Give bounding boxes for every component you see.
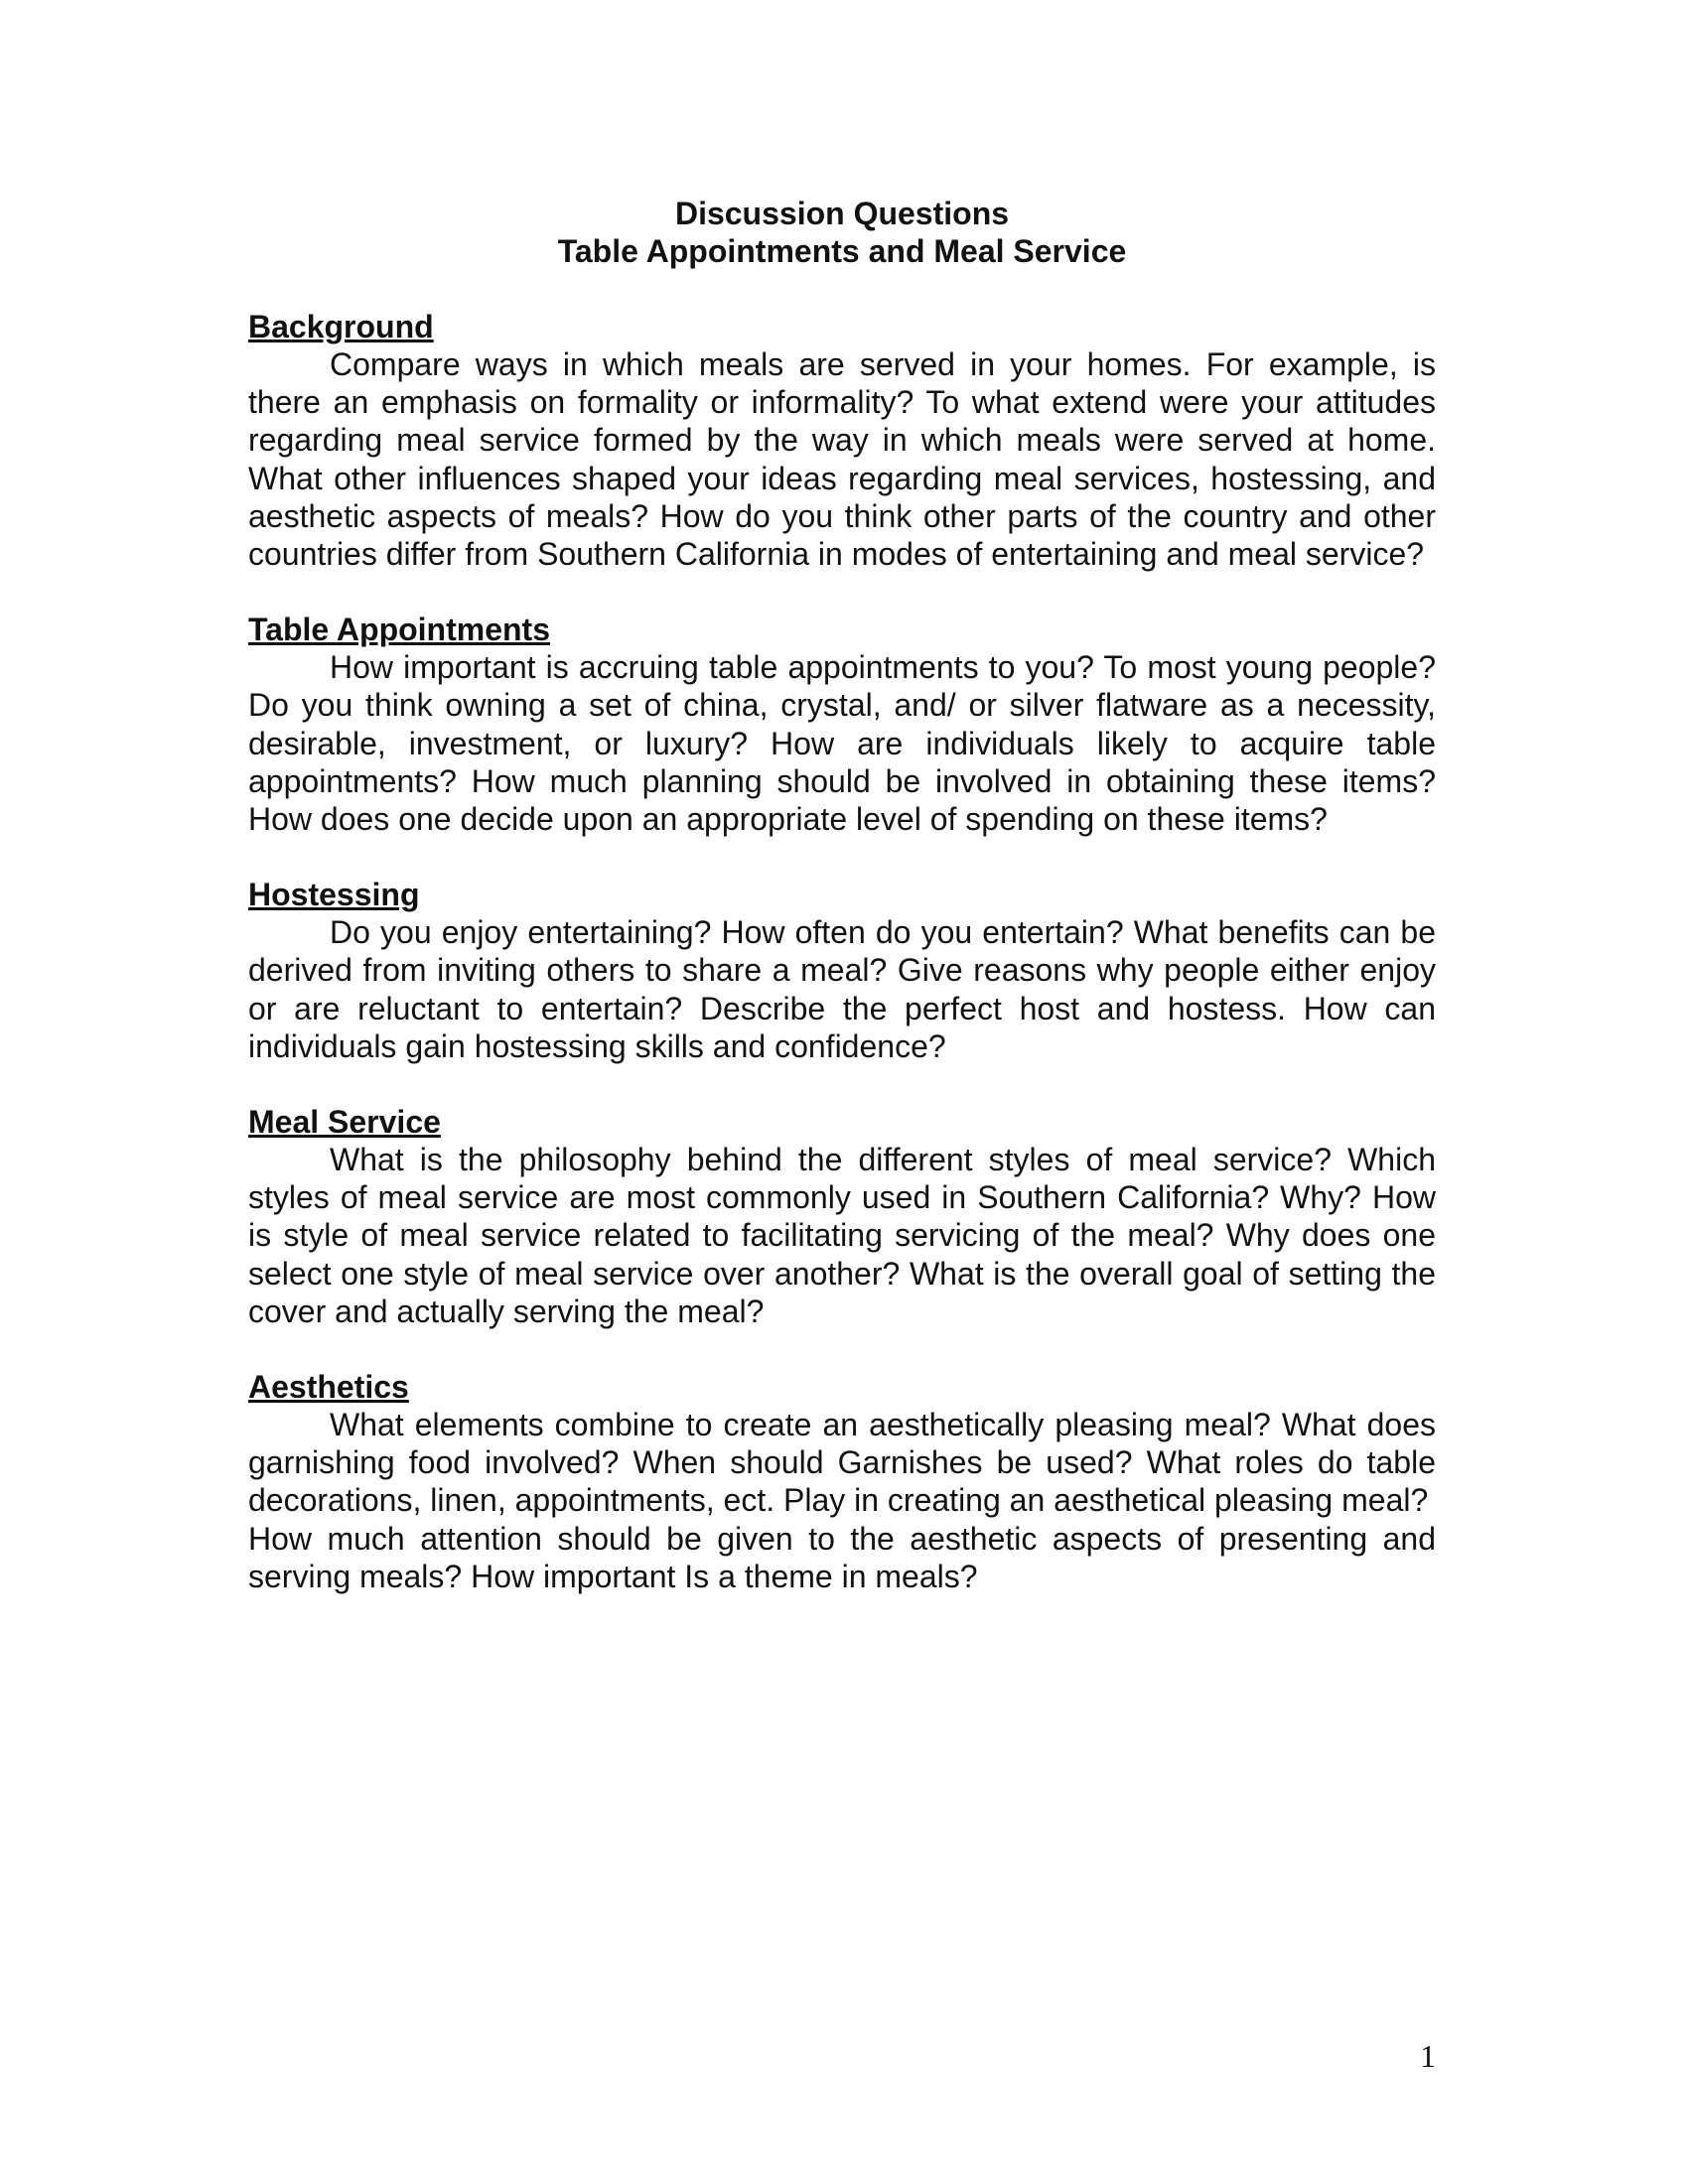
- section-paragraph: What elements combine to create an aesthetically pleasing meal? What does garnishing food involved? When should Garnishes be used? What roles do table decorations, linen, appointments, ect. Play in creating an aesthetical pleasing meal?: [248, 1407, 1436, 1519]
- section-heading: Table Appointments: [248, 612, 550, 648]
- title-line-2: Table Appointments and Meal Service: [557, 233, 1127, 269]
- page-number: 1: [1420, 2038, 1436, 2074]
- section-paragraph-continued: How much attention should be given to the aesthetic aspects of presenting and serving meals? How important Is a theme in meals?: [248, 1520, 1436, 1594]
- document-title: [248, 195, 1436, 270]
- section-heading: Meal Service: [248, 1104, 441, 1141]
- section-paragraph: What is the philosophy behind the different styles of meal service? Which styles of meal service are most commonly used in Southern California? Why? How is style of meal service related to facilitating servicing of the meal? Why does one select one style of meal service over another? What is the overall goal of setting the cover and actually serving the meal?: [248, 1142, 1436, 1329]
- section-heading: Aesthetics: [248, 1369, 409, 1406]
- section-aesthetics: [248, 1368, 1436, 1595]
- section-table-appointments: [248, 611, 1436, 838]
- section-background: [248, 308, 1436, 573]
- section-paragraph: Compare ways in which meals are served in your homes. For example, is there an emphasis on formality or informality? To what extend were your attitudes regarding meal service formed by the way in which meals were served at home. What other influences shaped your ideas regarding meal services, hostessing, and aesthetic aspects of meals? How do you think other parts of the country and other countries differ from Southern California in modes of entertaining and meal service?: [248, 346, 1436, 573]
- section-hostessing: [248, 876, 1436, 1065]
- document-page: [248, 195, 1436, 1633]
- section-paragraph: How important is accruing table appointments to you? To most young people? Do you think owning a set of china, crystal, and/ or silver flatware as a necessity, desirable, investment, or luxury? How are individuals likely to acquire table appointments? How much planning should be involved in obtaining these items? How does one decide upon an appropriate level of spending on these items?: [248, 649, 1436, 838]
- section-heading: Hostessing: [248, 877, 420, 913]
- title-line-1: Discussion Questions: [674, 196, 1010, 231]
- section-paragraph: Do you enjoy entertaining? How often do you entertain? What benefits can be derived from inviting others to share a meal? Give reasons why people either enjoy or are reluctant to entertain? Describe the perfect host and hostess. How can individuals gain hostessing skills and confidence?: [248, 914, 1436, 1064]
- section-heading: Background: [248, 309, 434, 344]
- section-meal-service: [248, 1103, 1436, 1330]
